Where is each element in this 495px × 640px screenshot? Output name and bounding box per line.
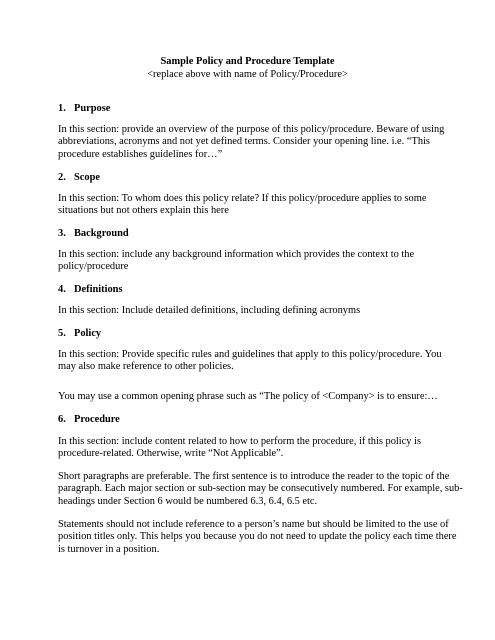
section-title: Purpose [74, 103, 111, 114]
paragraph-line: paragraph. Each major section or sub-section may be consecutively numbered. For example, sub- [58, 483, 463, 495]
paragraph-line: In this section: include any background information which provides the context to the [58, 249, 415, 260]
procedure-paragraph [58, 436, 442, 461]
section-title: Background [74, 228, 129, 239]
paragraph-line: In this section: Provide specific rules and guidelines that apply to this policy/procedure. You [58, 349, 442, 360]
section-number: 3. [58, 228, 66, 239]
policy-opening-phrase [58, 391, 442, 403]
paragraph-line: In this section: include content related to how to perform the procedure, if this policy is [58, 436, 421, 447]
section-title: Scope [74, 172, 100, 183]
document-subtitle: <replace above with name of Policy/Procedure> [147, 69, 348, 80]
section-number: 5. [58, 328, 66, 339]
paragraph-line: headings under Section 6 would be numbered 6.3, 6.4, 6.5 etc. [58, 495, 318, 507]
paragraph-line: Short paragraphs are preferable. The first sentence is to introduce the reader to the topic of the [58, 471, 450, 482]
section-title: Policy [74, 328, 102, 339]
paragraph-line: Statements should not include reference to a person’s name but should be limited to the use of [58, 519, 449, 530]
paragraph-line: In this section: provide an overview of the purpose of this policy/procedure. Beware of using [58, 124, 445, 135]
background-paragraph [58, 249, 442, 274]
section-number: 4. [58, 284, 66, 295]
section-heading-background [58, 228, 129, 240]
section-title: Definitions [74, 284, 123, 295]
section-heading-purpose [58, 103, 110, 115]
paragraph-line: You may use a common opening phrase such as “The policy of <Company> is to ensure:… [58, 391, 438, 402]
paragraph-line: position titles only. This helps you because you do not need to update the policy each time there [58, 531, 457, 543]
section-number: 6. [58, 414, 66, 425]
paragraph-line: procedure-related. Otherwise, write “Not Applicable”. [58, 448, 284, 460]
section-number: 1. [58, 103, 66, 114]
purpose-paragraph [58, 124, 445, 161]
section-heading-definitions [58, 284, 123, 296]
paragraph-line: In this section: Include detailed definitions, including defining acronyms [58, 305, 361, 316]
scope-paragraph [58, 193, 442, 218]
paragraph-line: In this section: To whom does this policy relate? If this policy/procedure applies to some [58, 193, 427, 204]
paragraph-line: procedure establishes guidelines for…” [58, 148, 223, 160]
paragraph-line: may also make reference to other policies. [58, 361, 234, 373]
section-title: Procedure [74, 414, 120, 425]
section-heading-procedure [58, 414, 120, 426]
section-heading-policy [58, 328, 101, 340]
section-number: 2. [58, 172, 66, 183]
paragraph-line: abbreviations, acronyms and not yet defined terms. Consider your opening line. i.e. “This [58, 136, 430, 148]
paragraph-line: situations but not others explain this here [58, 205, 229, 217]
procedure-short-paragraphs [58, 471, 463, 508]
procedure-statements [58, 519, 457, 556]
policy-paragraph [58, 349, 442, 374]
document-title: Sample Policy and Procedure Template [160, 56, 335, 67]
section-heading-scope [58, 172, 100, 184]
definitions-paragraph [58, 305, 442, 317]
paragraph-line: is turnover in a position. [58, 543, 160, 555]
paragraph-line: policy/procedure [58, 261, 129, 273]
